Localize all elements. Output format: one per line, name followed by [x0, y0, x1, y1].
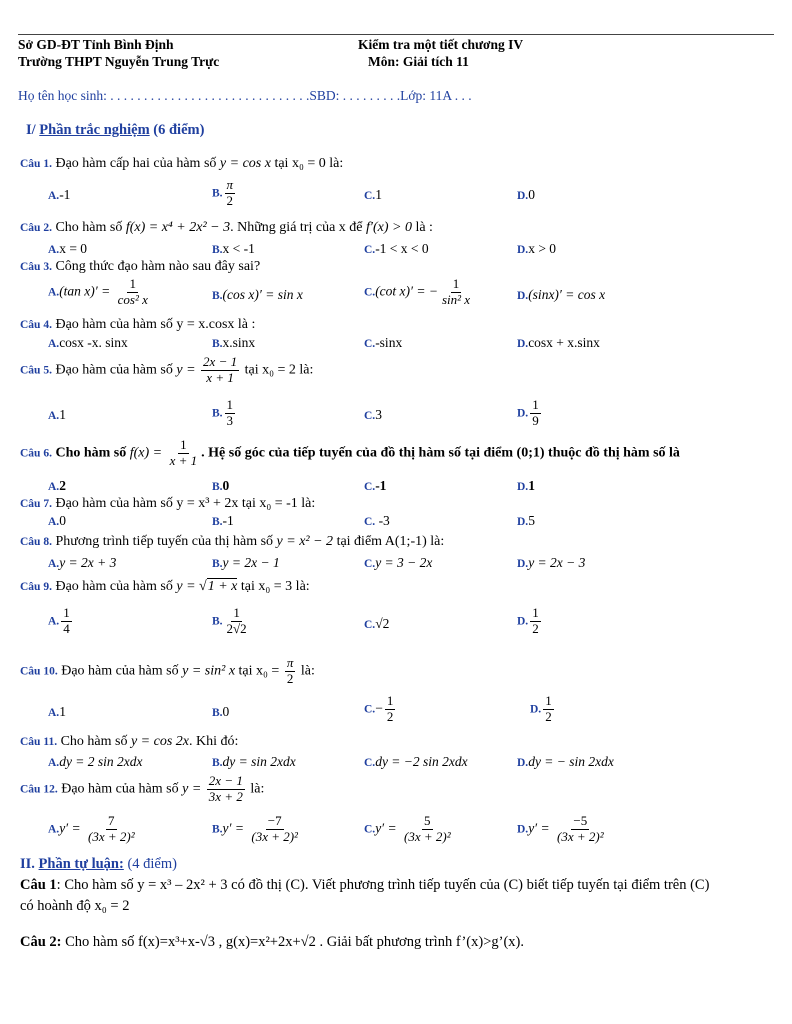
- essay-question-2: Câu 2: Cho hàm số f(x)=x³+x-√3 , g(x)=x²+2x+√2 . Giải bất phương trình f’(x)>g’(x).: [20, 934, 524, 950]
- q3-option-c[interactable]: C.(cot x)′ = − $\frac{1}{\text{sin² x}}$: [364, 276, 471, 307]
- q6-option-c[interactable]: C.-1: [364, 478, 387, 493]
- q1-option-b[interactable]: B. $\frac{\pi}{2}$: [212, 177, 234, 208]
- top-rule: [18, 34, 774, 35]
- essay-question-1-line2: có hoành độ x₀ = 2: [20, 898, 130, 914]
- q9-option-b[interactable]: B. $\frac{1}{2√2}$: [212, 605, 247, 636]
- q10-option-d[interactable]: D. $\frac{1}{2}$: [530, 693, 552, 724]
- q7-option-d[interactable]: D.5: [517, 513, 535, 528]
- question-10: Câu 10. Đạo hàm của hàm số y = sin² x tại x₀ = $\frac{\pi}{2}$ là:: [20, 655, 315, 686]
- question-12: Câu 12. Đạo hàm của hàm số y = $\frac{2x - 1}{3x + 2}$ là:: [20, 773, 265, 804]
- q9-option-c[interactable]: C.√2: [364, 616, 390, 631]
- exam-title: Kiểm tra một tiết chương IV: [358, 37, 524, 52]
- question-9: Câu 9. Đạo hàm của hàm số y = √1 + x tại x₀ = 3 là:: [20, 579, 310, 594]
- school-department: Sở GD-ĐT Tỉnh Bình Định: [18, 37, 174, 52]
- q2-option-b[interactable]: B.x < -1: [212, 241, 255, 256]
- subject-title: Môn: Giải tích 11: [368, 54, 469, 69]
- question-4: Câu 4. Đạo hàm của hàm số y = x.cosx là :: [20, 317, 256, 332]
- q5-option-c[interactable]: C.3: [364, 407, 382, 422]
- q2-option-d[interactable]: D.x > 0: [517, 241, 557, 256]
- q5-option-d[interactable]: D. $\frac{1}{9}$: [517, 397, 539, 428]
- q10-option-a[interactable]: A.1: [48, 704, 66, 719]
- q8-option-b[interactable]: B.y = 2x − 1: [212, 555, 280, 570]
- essay-question-1: Câu 1: Cho hàm số y = x³ – 2x² + 3 có đồ thị (C). Viết phương trình tiếp tuyến của (C) biết tiếp tuyến tại điểm trên (C): [20, 877, 710, 893]
- q6-option-a[interactable]: A.2: [48, 478, 66, 493]
- q4-option-c[interactable]: C.-sinx: [364, 335, 403, 350]
- q1-option-a[interactable]: A.-1: [48, 187, 71, 202]
- q3-option-b[interactable]: B.(cos x)′ = sin x: [212, 287, 303, 302]
- q7-option-a[interactable]: A.0: [48, 513, 66, 528]
- q7-option-b[interactable]: B.-1: [212, 513, 234, 528]
- question-5: Câu 5. Đạo hàm của hàm số y = $\frac{2x - 1}{x + 1}$ tại x₀ = 2 là:: [20, 354, 314, 385]
- part2-heading: II. Phần tự luận: (4 điểm): [20, 856, 177, 872]
- q12-option-c[interactable]: C.y′ = $\frac{5}{\text{(3x + 2)²}}$: [364, 813, 451, 844]
- q4-option-d[interactable]: D.cosx + x.sinx: [517, 335, 600, 350]
- q8-option-c[interactable]: C.y = 3 − 2x: [364, 555, 433, 570]
- q6-option-b[interactable]: B.0: [212, 478, 230, 493]
- q9-option-d[interactable]: D. $\frac{1}{2}$: [517, 605, 539, 636]
- q11-option-c[interactable]: C.dy = −2 sin 2xdx: [364, 754, 468, 769]
- q5-option-b[interactable]: B. $\frac{1}{3}$: [212, 397, 234, 428]
- q11-option-b[interactable]: B.dy = sin 2xdx: [212, 754, 296, 769]
- q4-option-a[interactable]: A.cosx -x. sinx: [48, 335, 128, 350]
- q10-option-b[interactable]: B.0: [212, 704, 230, 719]
- q12-option-a[interactable]: A.y′ = $\frac{7}{\text{(3x + 2)²}}$: [48, 813, 135, 844]
- q12-option-b[interactable]: B.y′ = $\frac{-7}{\text{(3x + 2)²}}$: [212, 813, 298, 844]
- school-name: Trường THPT Nguyễn Trung Trực: [18, 54, 220, 69]
- q1-option-c[interactable]: C.1: [364, 187, 382, 202]
- part1-heading: I/ Phần trắc nghiệm (6 điểm): [26, 122, 205, 138]
- q12-option-d[interactable]: D.y′ = $\frac{-5}{\text{(3x + 2)²}}$: [517, 813, 604, 844]
- q8-option-d[interactable]: D.y = 2x − 3: [517, 555, 586, 570]
- student-info-line: Họ tên học sinh: . . . . . . . . . . . . . . . . . . . . . . . . . . . . . .SBD: . . . . . . . . .Lớp: 11A . . .: [18, 88, 472, 103]
- question-11: Câu 11. Cho hàm số y = cos 2x. Khi đó:: [20, 734, 239, 749]
- q11-option-d[interactable]: D.dy = − sin 2xdx: [517, 754, 614, 769]
- q7-option-c[interactable]: C. -3: [364, 513, 390, 528]
- q11-option-a[interactable]: A.dy = 2 sin 2xdx: [48, 754, 143, 769]
- question-2: Câu 2. Cho hàm số f(x) = x⁴ + 2x² − 3. Những giá trị của x để f′(x) > 0 là :: [20, 220, 433, 235]
- q2-option-c[interactable]: C.-1 < x < 0: [364, 241, 429, 256]
- question-7: Câu 7. Đạo hàm của hàm số y = x³ + 2x tại x₀ = -1 là:: [20, 496, 316, 511]
- question-1: Câu 1. Đạo hàm cấp hai của hàm số y = cos x tại x₀ = 0 là:: [20, 156, 344, 171]
- question-3: Câu 3. Công thức đạo hàm nào sau đây sai?: [20, 259, 261, 274]
- q4-option-b[interactable]: B.x.sinx: [212, 335, 256, 350]
- q3-option-a[interactable]: A.(tan x)′ = $\frac{1}{\text{cos² x}}$: [48, 276, 148, 307]
- q10-option-c[interactable]: C.− $\frac{1}{2}$: [364, 693, 394, 724]
- q2-option-a[interactable]: A.x = 0: [48, 241, 88, 256]
- q5-option-a[interactable]: A.1: [48, 407, 66, 422]
- q3-option-d[interactable]: D.(sinx)′ = cos x: [517, 287, 606, 302]
- q9-option-a[interactable]: A. $\frac{1}{4}$: [48, 605, 70, 636]
- question-8: Câu 8. Phương trình tiếp tuyến của thị hàm số y = x² − 2 tại điểm A(1;-1) là:: [20, 534, 445, 549]
- question-6: Câu 6. Cho hàm số f(x) = $\frac{1}{x + 1}$ . Hệ số góc của tiếp tuyến của đồ thị hàm số tại điểm (0;1) thuộc đồ thị hàm số là: [20, 437, 680, 468]
- q1-option-d[interactable]: D.0: [517, 187, 535, 202]
- q8-option-a[interactable]: A.y = 2x + 3: [48, 555, 117, 570]
- q6-option-d[interactable]: D.1: [517, 478, 535, 493]
